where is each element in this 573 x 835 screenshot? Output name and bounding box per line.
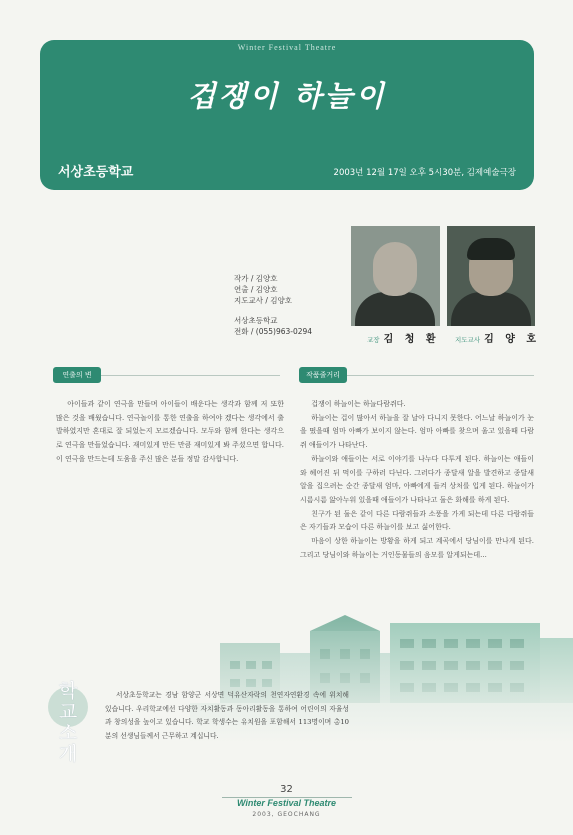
- footer-title: Winter Festival Theatre: [237, 798, 336, 808]
- principal-name: 김 청 환: [383, 334, 440, 345]
- school-intro-text: 서상초등학교는 경남 함양군 서상면 덕유산자락의 천연자연환경 속에 위치해 있습니다. 우리학교에선 다양한 자치활동과 동아리활동을 통하여 어린이의 자율성과 창의성을 높이고 있습니다. 학교 학생수는 유치원을 포함해서 113명이며 총10분의 선생님들께서 근무하고 계십니다.: [105, 691, 349, 740]
- credit-school: 서상초등학교: [234, 316, 278, 325]
- page-number: 32: [280, 784, 293, 795]
- principal-caption: [367, 330, 440, 345]
- divider: [101, 375, 280, 376]
- teacher-name: 김 양 호: [484, 334, 541, 345]
- credit-director: 연출 / 김양호: [234, 285, 278, 294]
- synopsis-paragraph: 하늘이는 겁이 많아서 하늘을 잘 날아 다니지 못한다. 어느날 하늘이가 눈을 떴을때 엄마 아빠가 보이지 않는다. 엄마 아빠를 찾으며 울고 있을때 다람쥐 애들이가 나타난다.: [300, 413, 534, 450]
- teacher-role: 지도교사: [455, 336, 481, 344]
- performance-date: 2003년 12월 17일 오후 5시30분, 김제예술극장: [333, 168, 516, 178]
- play-title: 겁쟁이 하늘이: [187, 79, 387, 113]
- synopsis-paragraph: 하늘이와 애들이는 서로 이야기를 나누다 다투게 된다. 하늘이는 애들이와 헤어진 뒤 먹이를 구하러 다닌다. 그러다가 종달새 알을 발견하고 종달새 알을 집으려는 순간 종달새 엄마, 아빠에게 들켜 상처를 입게 된다. 하늘이가 시름시름 앓아누워 있을때 애들이가 나타나고 둘은 화해를 하게 된다.: [300, 454, 534, 504]
- credit-author: 작가 / 김양호: [234, 274, 278, 283]
- divider: [347, 375, 534, 376]
- synopsis-text: [300, 398, 534, 562]
- synopsis-paragraph: 친구가 된 둘은 같이 다른 다람쥐들과 소풍을 가게 되는데 다른 다람쥐들은 자기들과 모습이 다른 하늘이를 보고 싫어한다.: [300, 509, 534, 532]
- credit-phone: 전화 / (055)963-0294: [234, 327, 313, 336]
- credit-teacher: 지도교사 / 김양호: [234, 296, 293, 305]
- principal-role: 교장: [367, 336, 380, 344]
- teacher-caption: [455, 330, 540, 345]
- director-note-label: 연출의 변: [53, 367, 101, 383]
- credits-block: [234, 273, 312, 337]
- banner-small-title: Winter Festival Theatre: [237, 43, 337, 52]
- director-note-text: 아이들과 같이 연극을 만들며 아이들이 배운다는 생각과 함께 저 또한 많은 것을 배웠습니다. 연극놀이를 통한 연출을 하여야 겠다는 생각에서 출발하였지만 혼대로 잘 되었는지 모르겠습니다. 모두와 함께 한다는 생각으로 연극을 만들었습니다. 재미있게 만든 만큼 재미있게 봐 주셨으면 합니다. 이 연극을 만드는데 도움을 주신 많은 분들 정말 감사합니다.: [56, 400, 284, 463]
- teacher-photo: [447, 226, 535, 326]
- synopsis-paragraph: 겁쟁이 하늘이는 하늘다람쥐다.: [311, 400, 406, 408]
- school-intro-seal: 학교소개: [58, 680, 78, 765]
- synopsis-paragraph: 마음이 상한 하늘이는 방황을 하게 되고 계곡에서 당님이를 만나게 된다. 그리고 당님이와 하늘이는 거인동물들의 음모를 알게되는데...: [300, 537, 534, 559]
- title-banner: [40, 40, 534, 190]
- footer-subtitle: 2003, GEOCHANG: [252, 811, 321, 818]
- school-name: 서상초등학교: [58, 165, 134, 180]
- principal-photo: [351, 226, 440, 326]
- synopsis-label: 작품줄거리: [299, 367, 347, 383]
